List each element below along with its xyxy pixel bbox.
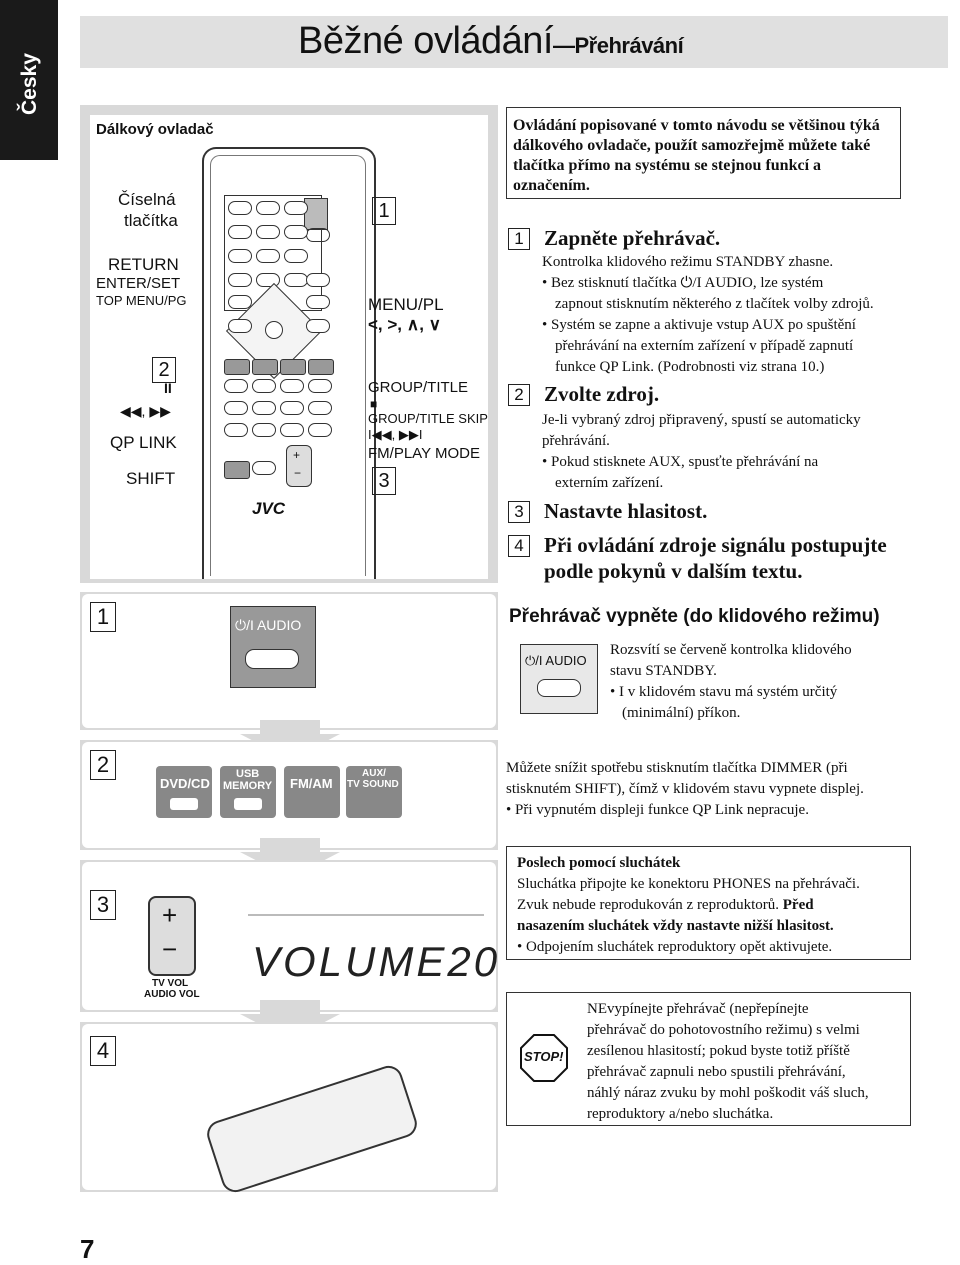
warning-line: NEvypínejte přehrávač (nepřepínejte [587, 1001, 809, 1017]
pause-icon: II [164, 380, 172, 396]
remote-key[interactable] [224, 423, 248, 437]
illustration-step-4-number: 4 [90, 1036, 116, 1066]
fm-am-label: FM/AM [290, 776, 333, 791]
step-4-title: Při ovládání zdroje signálu postupujte [544, 533, 887, 557]
step-1-line: funkce QP Link. (Podrobnosti viz strana 10.) [555, 359, 825, 375]
dimmer-line: • Při vypnutém displeji funkce QP Link nepracuje. [506, 802, 809, 818]
standby-button-label: ⏻/I AUDIO [525, 653, 587, 668]
warning-box [506, 992, 911, 1126]
illustration-step-1 [80, 592, 498, 730]
illustration-step-3-number: 3 [90, 890, 116, 920]
standby-heading: Přehrávač vypněte (do klidového režimu) [509, 606, 880, 627]
remote-key[interactable] [228, 225, 252, 239]
remote-key[interactable] [256, 201, 280, 215]
remote-label-return: RETURN [108, 255, 179, 274]
remote-key[interactable] [252, 423, 276, 437]
standby-button-illustration [520, 644, 598, 714]
language-tab [0, 0, 58, 160]
remote-key[interactable] [306, 228, 330, 242]
step-1-line: přehrávání na externím zařízení v případě zapnutí [555, 338, 854, 354]
aux-tv-sound-source-button[interactable] [346, 766, 402, 818]
step-4-number: 4 [508, 535, 530, 557]
illustration-step-1-number: 1 [90, 602, 116, 632]
brand-logo: JVC [252, 499, 286, 518]
step-1-line: Kontrolka klidového režimu STANDBY zhasne. [542, 254, 834, 270]
remote-label-qp-link: QP LINK [110, 433, 177, 452]
remote-label-numeric-1: Číselná [118, 190, 176, 209]
standby-line: stavu STANDBY. [610, 663, 717, 679]
remote-key[interactable] [284, 201, 308, 215]
remote-key[interactable] [228, 249, 252, 263]
step-1-title: Zapněte přehrávač. [544, 226, 721, 250]
remote-key[interactable] [224, 379, 248, 393]
headphones-line: Sluchátka připojte ke konektoru PHONES na přehrávači. [517, 876, 860, 892]
remote-key[interactable] [306, 273, 330, 287]
standby-line: Rozsvítí se červeně kontrolka klidového [610, 642, 852, 658]
step-2-title: Zvolte zdroj. [544, 382, 660, 406]
usb-memory-source-button[interactable] [220, 766, 276, 818]
page-title-sub: —Přehrávání [552, 33, 684, 58]
remote-top-button[interactable] [304, 198, 328, 230]
remote-panel-inner [90, 115, 488, 579]
illustration-step-2-number: 2 [90, 750, 116, 780]
remote-panel [80, 105, 498, 583]
intro-box: Ovládání popisované v tomto návodu se většinou týká dálkového ovladače, použít samozřejmě můžete také tlačítka přímo na systému se stejnou funkcí a označením. [506, 107, 901, 199]
remote-key[interactable] [256, 249, 280, 263]
illustration-step-3-inner [82, 862, 496, 1010]
tv-vol-label: TV VOL [152, 978, 189, 989]
remote-heading: Dálkový ovladač [96, 121, 214, 138]
remote-key[interactable] [280, 379, 304, 393]
step-2-number: 2 [508, 384, 530, 406]
skip-icon: I◀◀, ▶▶I [368, 427, 423, 442]
step-1-line: • Bez stisknutí tlačítka ⏻/I AUDIO, lze systém [542, 275, 824, 291]
remote-key[interactable] [308, 401, 332, 415]
standby-line: (minimální) příkon. [622, 705, 741, 721]
remote-key[interactable] [228, 273, 252, 287]
aux-label: AUX/ [362, 768, 386, 779]
dvd-cd-label: DVD/CD [160, 776, 210, 791]
dimmer-line: Můžete snížit spotřebu stisknutím tlačítka DIMMER (při [506, 760, 848, 776]
headphones-box [506, 846, 911, 960]
step-2-line: přehrávání. [542, 433, 610, 449]
remote-key[interactable] [284, 273, 308, 287]
audio-power-button[interactable] [245, 649, 299, 669]
volume-plus-icon: + [162, 900, 178, 930]
remote-label-group-title-skip: GROUP/TITLE SKIP [368, 411, 488, 426]
stop-warning-icon [519, 1033, 569, 1083]
remote-key[interactable] [228, 319, 252, 333]
remote-key[interactable] [256, 225, 280, 239]
volume-plus-icon: + [293, 448, 301, 462]
page-title-bar [80, 16, 948, 68]
headphones-line: nasazením sluchátek vždy nastavte nižší hlasitost. [517, 918, 834, 934]
warning-line: přehrávač zapnuli nebo spustili přehrávání, [587, 1064, 846, 1080]
remote-key[interactable] [280, 359, 306, 375]
play-icon [170, 798, 198, 810]
stop-icon: ■ [370, 397, 378, 411]
remote-key[interactable] [308, 423, 332, 437]
remote-key[interactable] [224, 359, 250, 375]
remote-step-2-label: 2 [152, 357, 176, 383]
step-2-line: Je-li vybraný zdroj připravený, spustí se automaticky [542, 412, 861, 428]
step-3-number: 3 [508, 501, 530, 523]
remote-key[interactable] [308, 359, 334, 375]
step-4-title-cont: podle pokynů v dalším textu. [544, 559, 803, 583]
warning-line: zesílenou hlasitostí; pokud byste totiž příště [587, 1043, 850, 1059]
remote-key[interactable] [252, 401, 276, 415]
remote-key[interactable] [284, 249, 308, 263]
step-1-line: • Systém se zapne a aktivuje vstup AUX po spuštění [542, 317, 856, 333]
volume-display: VOLUME20 [252, 938, 501, 985]
page-number: 7 [80, 1234, 95, 1264]
rewind-forward-icon: ◀◀, ▶▶ [120, 403, 171, 419]
page-title [298, 20, 683, 63]
remote-key[interactable] [306, 295, 330, 309]
step-1-line: zapnout stisknutím některého z tlačítek volby zdrojů. [555, 296, 874, 312]
step-3-title: Nastavte hlasitost. [544, 499, 708, 523]
warning-line: přehrávač do pohotovostního režimu) s velmi [587, 1022, 860, 1038]
illustration-step-3 [80, 860, 501, 1012]
remote-key[interactable] [280, 423, 304, 437]
cursor-arrows-icon: <, >, ∧, ∨ [368, 315, 442, 334]
audio-button-panel [230, 606, 316, 688]
illustration-step-4 [80, 1022, 498, 1192]
shift-button[interactable] [224, 461, 250, 479]
remote-key[interactable] [280, 401, 304, 415]
remote-label-enter-set: ENTER/SET [96, 275, 181, 292]
enter-button[interactable] [265, 321, 283, 339]
dvd-cd-source-button[interactable] [156, 766, 212, 818]
remote-key[interactable] [252, 379, 276, 393]
illustration-step-2 [80, 740, 498, 850]
remote-key[interactable] [252, 359, 278, 375]
usb-label: USB [236, 768, 260, 780]
headphones-line [517, 895, 814, 915]
tv-sound-label: TV SOUND [347, 779, 399, 790]
headphones-line-part: Zvuk nebude reprodukován z reproduktorů. [517, 897, 783, 913]
stop-text: STOP! [524, 1049, 564, 1064]
warning-line: náhlý náraz zvuku by mohl poškodit váš sluch, [587, 1085, 869, 1101]
headphones-line: • Odpojením sluchátek reproduktory opět aktivujete. [517, 939, 833, 955]
fm-am-source-button[interactable] [284, 766, 340, 818]
standby-line: • I v klidovém stavu má systém určitý [610, 684, 838, 700]
remote-label-group-title: GROUP/TITLE [368, 379, 469, 396]
remote-label-top-menu: TOP MENU/PG [96, 293, 187, 308]
remote-key[interactable] [224, 401, 248, 415]
remote-label-shift: SHIFT [126, 469, 176, 488]
audio-button-label: ⏻/I AUDIO [235, 617, 302, 633]
remote-step-3-label: 3 [372, 467, 396, 495]
remote-label-numeric-2: tlačítka [124, 211, 178, 230]
display-frame-line [248, 914, 484, 916]
warning-line: reproduktory a/nebo sluchátka. [587, 1106, 774, 1122]
audio-power-button[interactable] [537, 679, 581, 697]
volume-minus-icon: − [294, 466, 302, 480]
volume-control[interactable] [148, 896, 196, 976]
volume-minus-icon: − [162, 934, 178, 964]
remote-key[interactable] [228, 201, 252, 215]
step-1-number: 1 [508, 228, 530, 250]
step-2-line: • Pokud stisknete AUX, spusťte přehrávání na [542, 454, 819, 470]
remote-key[interactable] [284, 225, 308, 239]
remote-label-menu-pl: MENU/PL [368, 295, 444, 314]
dimmer-line: stisknutém SHIFT), čímž v klidovém stavu vypnete displej. [506, 781, 864, 797]
headphones-heading: Poslech pomocí sluchátek [517, 855, 681, 871]
headphones-line-bold: Před [782, 897, 814, 913]
step-2-line: externím zařízení. [555, 475, 664, 491]
play-icon [234, 798, 262, 810]
remote-label-fm-play-mode: FM/PLAY MODE [368, 445, 480, 462]
remote-step-1-label: 1 [372, 197, 396, 225]
audio-vol-label: AUDIO VOL [144, 989, 200, 1000]
remote-key[interactable] [308, 379, 332, 393]
remote-key[interactable] [252, 461, 276, 475]
memory-label: MEMORY [223, 780, 273, 792]
page-title-main: Běžné ovládání [298, 20, 553, 62]
volume-rocker[interactable] [286, 445, 312, 487]
language-tab-label: Česky [18, 53, 41, 115]
remote-key[interactable] [306, 319, 330, 333]
